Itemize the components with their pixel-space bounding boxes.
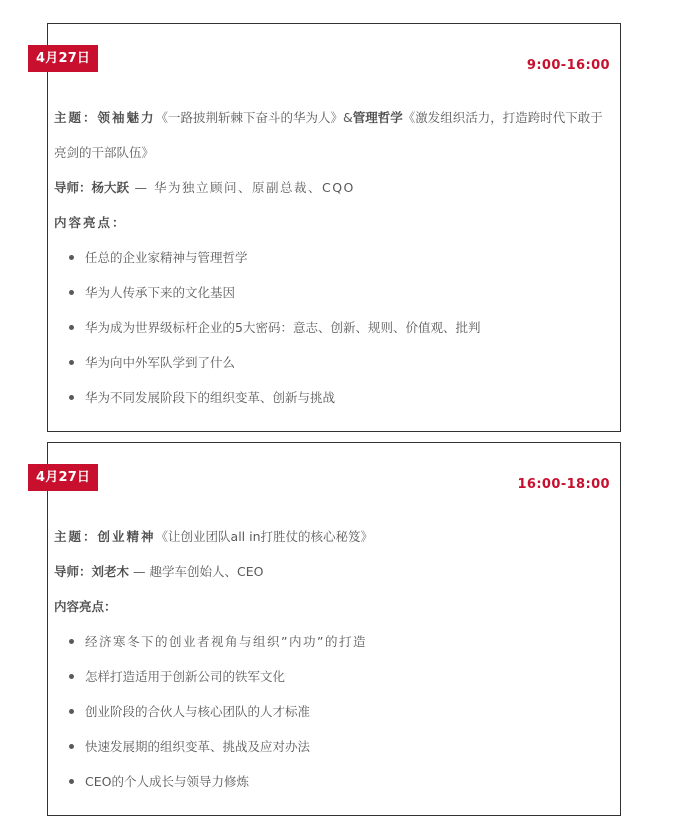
highlight-text: 快速发展期的组织变革、挑战及应对办法 [85, 739, 311, 754]
highlight-text: 怎样打造适用于创新公司的铁军文化 [85, 669, 286, 684]
bullet-icon [69, 360, 74, 365]
highlight-text: CEO的个人成长与领导力修炼 [85, 774, 249, 789]
session-card-2 [36, 442, 621, 816]
topic-label: 主题： [54, 110, 98, 125]
topic-text: 《一路披荆斩棘下奋斗的华为人》& [155, 110, 353, 125]
highlight-text: 华为成为世界级标杆企业的5大密码：意志、创新、规则、价值观、批判 [85, 320, 481, 335]
topic-line [54, 519, 614, 554]
topic-label: 主题： [54, 529, 98, 544]
highlights-label: 内容亮点： [54, 599, 117, 614]
topic-text: 《让创业团队all in打胜仗的核心秘笈》 [155, 529, 374, 544]
bullet-icon [69, 744, 74, 749]
bullet-icon [69, 290, 74, 295]
mentor-name: 刘老木 [91, 564, 130, 579]
session-time: 16:00-18:00 [517, 477, 610, 492]
list-item [54, 380, 614, 415]
list-item [54, 729, 614, 764]
mentor-label: 导师： [54, 564, 92, 579]
list-item [54, 659, 614, 694]
bullet-icon [69, 325, 74, 330]
bullet-icon [69, 779, 74, 784]
session-body [54, 519, 614, 799]
mentor-desc: — 华为独立顾问、原副总裁、CQO [129, 180, 355, 195]
list-item [54, 275, 614, 310]
mentor-desc: — 趣学车创始人、CEO [129, 564, 264, 579]
topic-title: 领袖魅力 [97, 110, 156, 125]
bullet-icon [69, 674, 74, 679]
highlights-list [54, 624, 614, 799]
mentor-line [54, 554, 614, 589]
list-item [54, 240, 614, 275]
highlights-list [54, 240, 614, 415]
topic-line [54, 100, 614, 170]
topic-text-2: 《激发组织活力，打造跨时代下敢于亮剑的干部队伍》 [54, 110, 603, 160]
list-item [54, 310, 614, 345]
mentor-name: 杨大跃 [91, 180, 130, 195]
list-item [54, 624, 614, 659]
highlight-text: 华为向中外军队学到了什么 [85, 355, 236, 370]
mentor-label: 导师： [54, 180, 92, 195]
session-card-1 [36, 23, 621, 432]
list-item [54, 694, 614, 729]
date-badge: 4月27日 [28, 45, 98, 72]
date-badge: 4月27日 [28, 464, 98, 491]
mentor-line [54, 170, 614, 205]
topic-title-2: 管理哲学 [352, 110, 403, 125]
bullet-icon [69, 639, 74, 644]
session-body [54, 100, 614, 415]
bullet-icon [69, 255, 74, 260]
highlight-text: 创业阶段的合伙人与核心团队的人才标准 [85, 704, 311, 719]
bullet-icon [69, 709, 74, 714]
list-item [54, 764, 614, 799]
highlight-text: 任总的企业家精神与管理哲学 [85, 250, 248, 265]
highlights-label: 内容亮点： [54, 215, 127, 230]
highlight-text: 华为人传承下来的文化基因 [85, 285, 236, 300]
highlight-text: 华为不同发展阶段下的组织变革、创新与挑战 [85, 390, 336, 405]
list-item [54, 345, 614, 380]
session-time: 9:00-16:00 [526, 58, 610, 73]
highlight-text: 经济寒冬下的创业者视角与组织”内功”的打造 [85, 634, 367, 649]
bullet-icon [69, 395, 74, 400]
topic-title: 创业精神 [97, 529, 156, 544]
